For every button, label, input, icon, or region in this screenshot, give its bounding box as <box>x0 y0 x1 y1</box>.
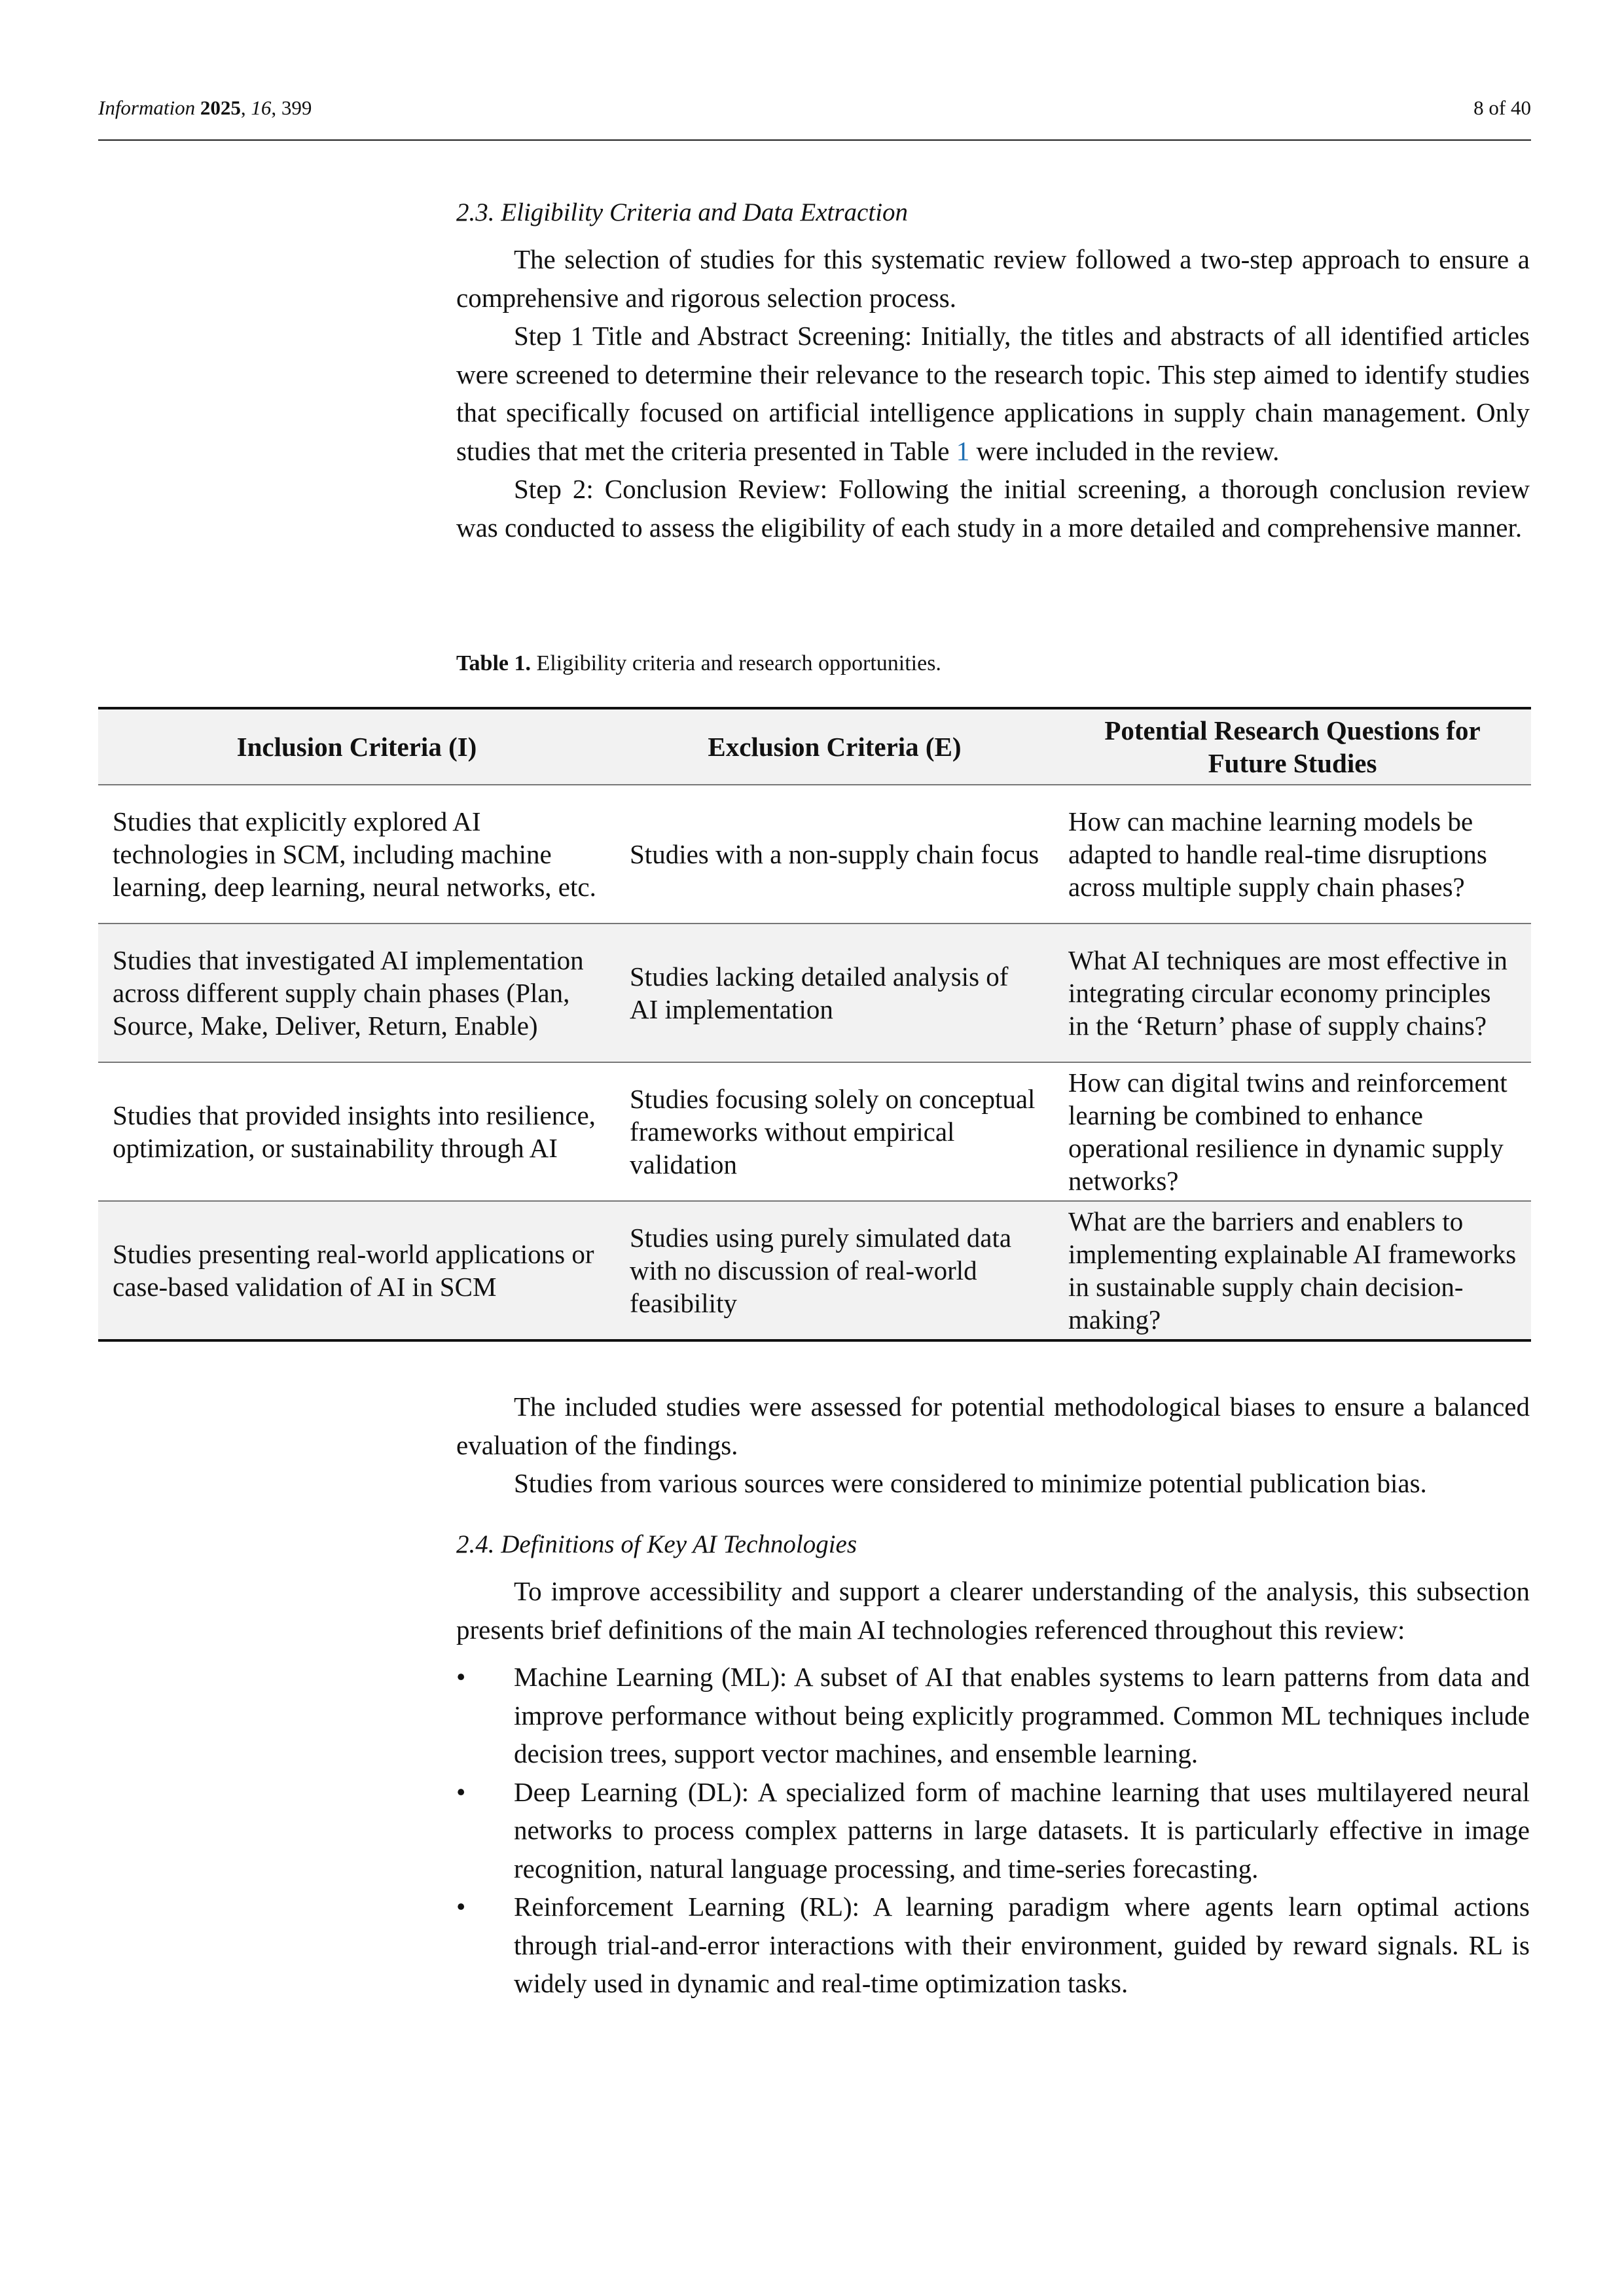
table-row <box>98 1062 1531 1201</box>
table-cell: Studies presenting real-world applications or case-based validation of AI in SCM <box>98 1201 615 1340</box>
column-header-research-questions: Potential Research Questions for Future Studies <box>1054 708 1531 785</box>
table-cell: Studies that provided insights into resilience, optimization, or sustainability through AI <box>98 1062 615 1201</box>
table-cell: Studies that investigated AI implementation across different supply chain phases (Plan, Source, Make, Deliver, Return, Enable) <box>98 924 615 1062</box>
paragraph-text: Step 1 Title and Abstract Screening: Initially, the titles and abstracts of all identified articles were screened to determine their relevance to the research topic. This step aimed to identify studies that specifically focused on artificial intelligence applications in supply chain management. Only studies that met the criteria presented in Table <box>456 321 1530 466</box>
paragraph: The selection of studies for this systematic review followed a two-step approach to ensure a comprehensive and rigorous selection process. <box>456 244 1530 313</box>
table-cell: What AI techniques are most effective in integrating circular economy principles in the ‘Return’ phase of supply chains? <box>1054 924 1531 1062</box>
list-item <box>456 1773 1530 1888</box>
definitions-list <box>456 1658 1530 2003</box>
section-2-3 <box>456 196 1530 547</box>
table-reference-link[interactable]: 1 <box>956 435 970 466</box>
table-cell: Studies that explicitly explored AI technologies in SCM, including machine learning, deep learning, neural networks, etc. <box>98 785 615 924</box>
paragraph: Step 2: Conclusion Review: Following the initial screening, a thorough conclusion review was conducted to assess the eligibility of each study in a more detailed and comprehensive manner. <box>456 474 1530 543</box>
list-item-text: Deep Learning (DL): A specialized form of machine learning that uses multilayered neural networks to process complex patterns in large datasets. It is particularly effective in image recognition, natural language processing, and time-series forecasting. <box>514 1776 1530 1884</box>
article-number: 399 <box>281 96 312 119</box>
table-header-row <box>98 708 1531 785</box>
section-heading-2-4: 2.4. Definitions of Key AI Technologies <box>456 1530 857 1558</box>
post-table-text <box>456 1388 1530 1503</box>
paragraph: The included studies were assessed for potential methodological biases to ensure a balanced evaluation of the findings. <box>456 1391 1530 1460</box>
table-row <box>98 785 1531 924</box>
journal-name: Information <box>98 96 196 119</box>
bullet-icon: • <box>456 1662 466 1692</box>
table-cell: What are the barriers and enablers to implementing explainable AI frameworks in sustainable supply chain decision-making? <box>1054 1201 1531 1340</box>
bullet-icon: • <box>456 1892 466 1922</box>
table-cell: Studies using purely simulated data with no discussion of real-world feasibility <box>615 1201 1054 1340</box>
paragraph: Studies from various sources were considered to minimize potential publication bias. <box>514 1468 1427 1498</box>
column-header-inclusion: Inclusion Criteria (I) <box>98 708 615 785</box>
bullet-icon: • <box>456 1776 466 1807</box>
journal-year: 2025 <box>200 96 241 119</box>
table-cell: Studies with a non-supply chain focus <box>615 785 1054 924</box>
journal-citation: Information 2025, 16, 399 <box>98 96 312 119</box>
table-cell: How can digital twins and reinforcement learning be combined to enhance operational resilience in dynamic supply networks? <box>1054 1062 1531 1201</box>
column-header-exclusion: Exclusion Criteria (E) <box>615 708 1054 785</box>
list-item <box>456 1658 1530 1773</box>
table-caption <box>456 650 941 677</box>
table-cell: Studies focusing solely on conceptual frameworks without empirical validation <box>615 1062 1054 1201</box>
journal-volume: 16 <box>251 96 272 119</box>
table-caption-text: Eligibility criteria and research opportunities. <box>536 651 941 675</box>
table-caption-label: Table 1. <box>456 651 532 675</box>
table-row <box>98 924 1531 1062</box>
header-rule <box>98 139 1531 141</box>
list-item <box>456 1888 1530 2003</box>
paragraph-text: were included in the review. <box>969 435 1280 466</box>
table-row <box>98 1201 1531 1340</box>
paragraph: To improve accessibility and support a clearer understanding of the analysis, this subsection presents brief definitions of the main AI technologies referenced throughout this review: <box>456 1576 1530 1645</box>
table-cell: Studies lacking detailed analysis of AI implementation <box>615 924 1054 1062</box>
list-item-text: Reinforcement Learning (RL): A learning paradigm where agents learn optimal actions through trial-and-error interactions with their environment, guided by reward signals. RL is widely used in dynamic and real-time optimization tasks. <box>514 1892 1530 1998</box>
section-heading-2-3: 2.3. Eligibility Criteria and Data Extraction <box>456 198 909 226</box>
table-cell: How can machine learning models be adapted to handle real-time disruptions across multiple supply chain phases? <box>1054 785 1531 924</box>
eligibility-table <box>98 707 1531 1342</box>
page-number: 8 of 40 <box>1473 96 1531 119</box>
section-2-4 <box>456 1528 1530 2003</box>
list-item-text: Machine Learning (ML): A subset of AI that enables systems to learn patterns from data and improve performance without being explicitly programmed. Common ML techniques include decision trees, support vector machines, and ensemble learning. <box>514 1662 1530 1768</box>
paragraph <box>456 317 1530 470</box>
